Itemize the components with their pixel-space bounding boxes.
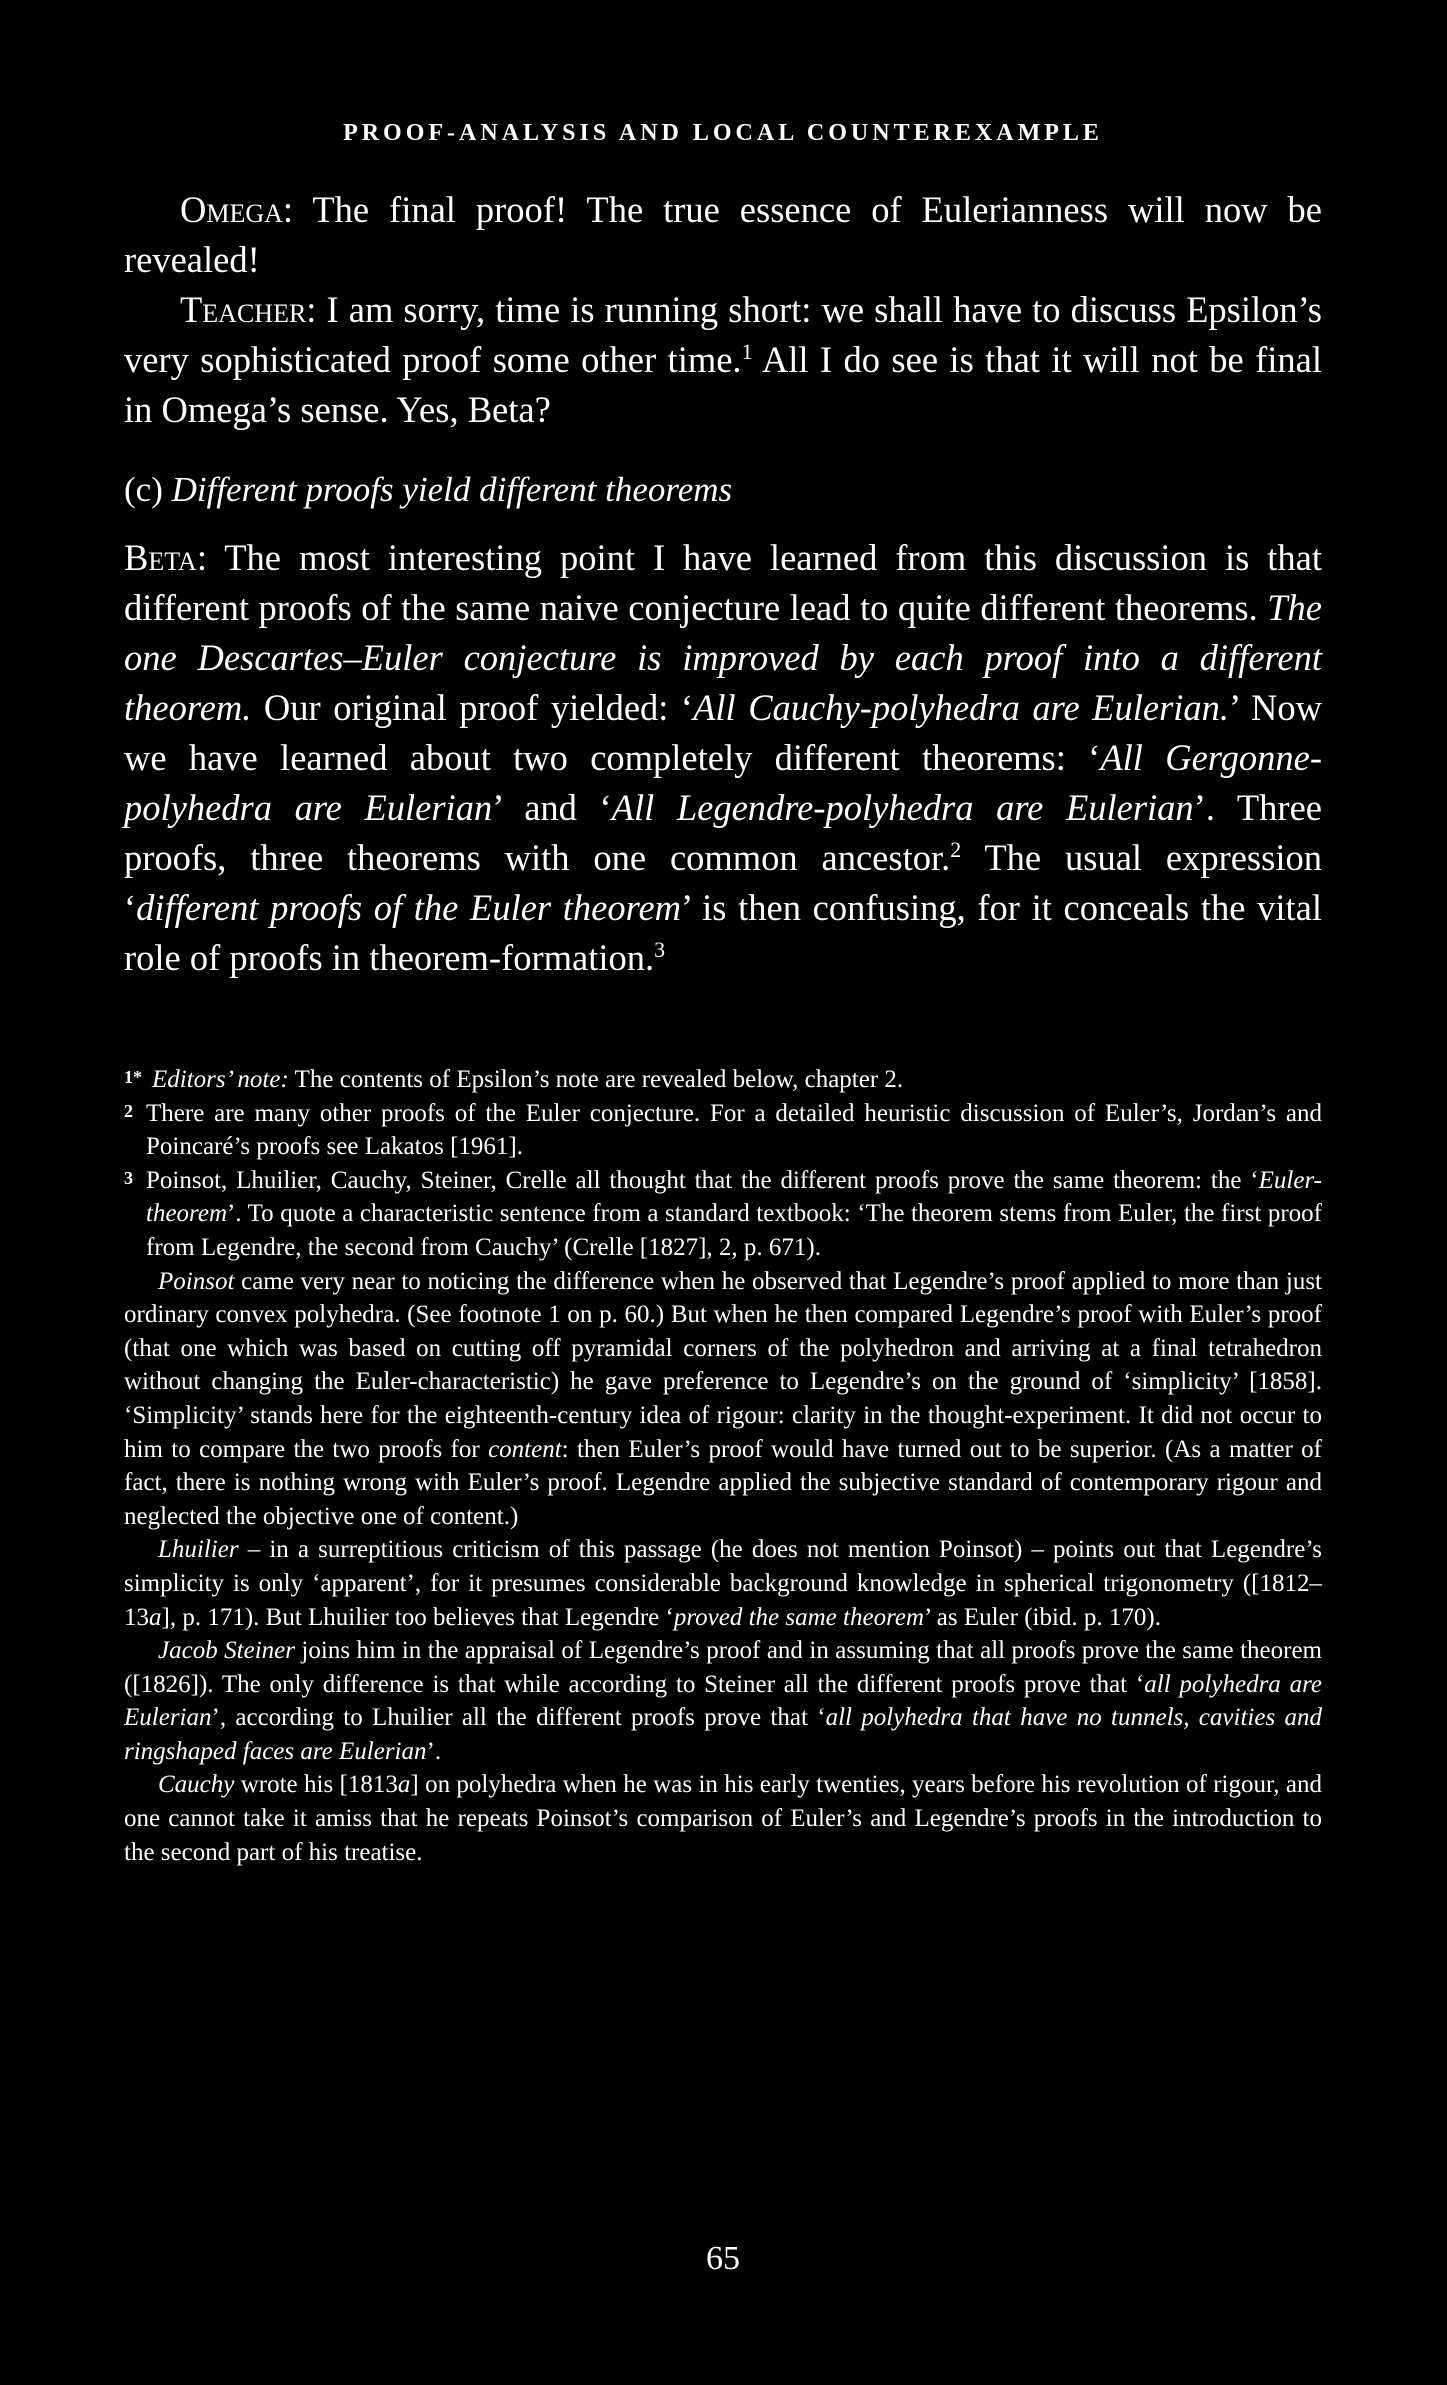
emphasis: different proofs of the Euler theorem bbox=[136, 887, 682, 928]
paragraph-omega bbox=[124, 185, 1322, 285]
paragraph-text: Our original proof yielded: ‘ bbox=[251, 687, 694, 728]
speaker-beta: Beta bbox=[124, 537, 197, 578]
paragraph-text: ’ is then confusing, for it conceals the vital role of proofs in theorem-formation. bbox=[124, 887, 1322, 978]
footnote-3-lhuilier bbox=[124, 1533, 1322, 1634]
section-label: (c) bbox=[124, 470, 163, 509]
footnote-text: The contents of Epsilon’s note are revealed below, chapter 2. bbox=[288, 1066, 904, 1093]
footnote-ref-1[interactable]: 1 bbox=[741, 338, 753, 364]
paragraph-text: : The most interesting point I have learned from this discussion is that different proofs of the same naive conjecture lead to quite different theorems. bbox=[124, 537, 1322, 628]
paragraph-text: : I am sorry, time is running short: we shall have to discuss Epsilon’s very sophisticated proof some other time. bbox=[124, 289, 1322, 380]
emphasis: all polyhedra are Eulerian bbox=[124, 1670, 1322, 1732]
emphasis: all polyhedra that have no tunnels, cavities and ringshaped faces are Eulerian bbox=[124, 1704, 1322, 1765]
emphasis: a bbox=[149, 1603, 162, 1631]
paragraph-text: All I do see is that it will not be final in Omega’s sense. Yes, Beta? bbox=[124, 339, 1322, 430]
speaker-teacher: Teacher bbox=[180, 289, 307, 330]
footnote-3 bbox=[124, 1164, 1322, 1265]
running-head: PROOF-ANALYSIS AND LOCAL COUNTEREXAMPLE bbox=[343, 120, 1103, 146]
footnote-text: ’, according to Lhuilier all the different proofs prove that ‘ bbox=[211, 1704, 826, 1732]
speaker-omega: Omega bbox=[180, 189, 283, 230]
section-title: Different proofs yield different theorems bbox=[171, 470, 733, 509]
footnote-text: Poinsot, Lhuilier, Cauchy, Steiner, Crelle all thought that the different proofs prove the same theorem: the ‘ bbox=[146, 1166, 1259, 1194]
page-number: 65 bbox=[706, 2240, 740, 2277]
emphasis: All Gergonne-polyhedra are Eulerian bbox=[124, 737, 1322, 828]
footnote-text: ’. bbox=[426, 1737, 442, 1765]
footnote-text: : then Euler’s proof would have turned out to be superior. (As a matter of fact, there is nothing wrong with Euler’s proof. Legendre applied the subjective standard of contemporary rigour and neglected the objective one of content.) bbox=[124, 1435, 1322, 1530]
paragraph-text: The usual expression ‘ bbox=[124, 837, 1322, 928]
footnote-text: joins him in the appraisal of Legendre’s proof and in assuming that all proofs prove the same theorem ([1826]). The only difference is that while according to Steiner all the different proofs prove that ‘ bbox=[124, 1637, 1322, 1698]
emphasis: All Legendre-polyhedra are Eulerian bbox=[611, 787, 1194, 828]
footnote-2 bbox=[124, 1097, 1322, 1164]
paragraph-beta bbox=[124, 533, 1322, 983]
footnote-marker: 1* bbox=[124, 1067, 142, 1087]
footnote-3-cauchy bbox=[124, 1768, 1322, 1869]
paragraph-teacher bbox=[124, 285, 1322, 435]
emphasis: Euler-theorem bbox=[146, 1166, 1322, 1228]
footnote-text: came very near to noticing the difference when he observed that Legendre’s proof applied to more than just ordinary convex polyhedra. (See footnote 1 on p. 60.) But when he then compared Legendre’s proof with Euler’s proof (that one which was based on cutting off pyramidal corners of the polyhedron and arriving at a final tetrahedron without changing the Euler-characteristic) he gave preference to Legendre’s on the ground of ‘simplicity’ [1858]. ‘Simplicity’ stands here for the eighteenth-century idea of rigour: clarity in the thought-experiment. It did not occur to him to compare the two proofs for bbox=[124, 1267, 1322, 1463]
emphasis: Editors’ note: bbox=[152, 1066, 289, 1093]
paragraph-text: ’. Three proofs, three theorems with one common ancestor. bbox=[124, 787, 1322, 878]
emphasis: content bbox=[488, 1435, 562, 1463]
footnote-1 bbox=[124, 1063, 1322, 1097]
footnote-text: ’. To quote a characteristic sentence from a standard textbook: ‘The theorem stems from Euler, the first proof from Legendre, the second from Cauchy’ (Crelle [1827], 2, p. 671). bbox=[146, 1200, 1322, 1261]
footnote-marker: 3 bbox=[124, 1167, 133, 1188]
paragraph-text: : The final proof! The true essence of Eulerianness will now be revealed! bbox=[124, 189, 1322, 280]
footnote-ref-2[interactable]: 2 bbox=[950, 836, 962, 862]
emphasis: Lhuilier bbox=[158, 1536, 239, 1564]
emphasis: a bbox=[397, 1771, 411, 1799]
section-heading bbox=[124, 465, 1322, 515]
footnotes bbox=[124, 1063, 1322, 1869]
footnote-text: wrote his [1813 bbox=[234, 1771, 398, 1799]
emphasis: Jacob Steiner bbox=[158, 1637, 295, 1665]
footnote-text: ], p. 171). But Lhuilier too believes that Legendre ‘ bbox=[161, 1603, 674, 1631]
main-text bbox=[124, 185, 1322, 983]
paragraph-text: ’ and ‘ bbox=[492, 787, 612, 828]
emphasis: Cauchy bbox=[158, 1771, 235, 1799]
footnote-marker: 2 bbox=[124, 1100, 133, 1121]
footnote-ref-3[interactable]: 3 bbox=[654, 936, 666, 962]
footnote-3-steiner bbox=[124, 1634, 1322, 1768]
footnote-3-poinsot bbox=[124, 1265, 1322, 1534]
emphasis: proved the same theorem bbox=[673, 1603, 925, 1631]
footnote-text: ’ as Euler (ibid. p. 170). bbox=[924, 1603, 1162, 1631]
footnote-text: – in a surreptitious criticism of this passage (he does not mention Poinsot) – points out that Legendre’s simplicity is only ‘apparent’, for it presumes considerable background knowledge in spherical trigonometry ([1812–13 bbox=[124, 1536, 1322, 1631]
footnote-text: There are many other proofs of the Euler conjecture. For a detailed heuristic discussion of Euler’s, Jordan’s and Poincaré’s proofs see Lakatos [1961]. bbox=[146, 1099, 1322, 1161]
emphasis: Poinsot bbox=[158, 1267, 235, 1295]
emphasis: All Cauchy-polyhedra are Eulerian. bbox=[693, 687, 1230, 728]
emphasis: The one Descartes–Euler conjecture is improved by each proof into a different theorem. bbox=[124, 587, 1322, 728]
footnote-text: ] on polyhedra when he was in his early twenties, years before his revolution of rigour, and one cannot take it amiss that he repeats Poinsot’s comparison of Euler’s and Legendre’s proofs in the introduction to the second part of his treatise. bbox=[124, 1771, 1323, 1866]
paragraph-text: ’ Now we have learned about two completely different theorems: ‘ bbox=[124, 687, 1322, 778]
